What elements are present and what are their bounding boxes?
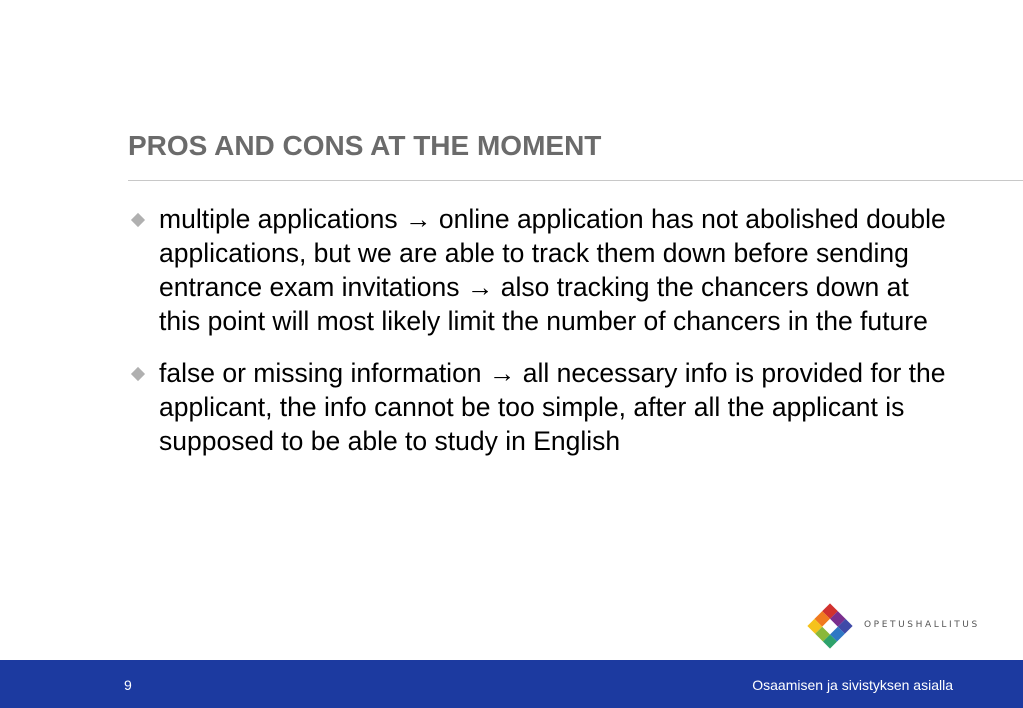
diamond-bullet-icon bbox=[131, 213, 145, 227]
logo-mark-icon bbox=[806, 602, 856, 650]
page-number: 9 bbox=[124, 677, 132, 693]
bullet-text: multiple applications → online application has not abolished double applications, but we are able to track them down before sending entrance exam invitations → also tracking the chancers down at this point will most likely limit the number of chancers in the future bbox=[159, 204, 946, 336]
bullet-text: false or missing information → all necessary info is provided for the applicant, the info cannot be too simple, after all the applicant is supposed to be able to study in English bbox=[159, 358, 946, 456]
logo-text: OPETUSHALLITUS bbox=[864, 620, 980, 630]
title-divider bbox=[128, 180, 1023, 181]
opetushallitus-logo bbox=[806, 602, 980, 650]
footer-bar bbox=[0, 660, 1023, 708]
footer-tagline: Osaamisen ja sivistyksen asialla bbox=[752, 677, 953, 693]
bullet-item bbox=[130, 202, 950, 338]
slide-title: PROS AND CONS AT THE MOMENT bbox=[128, 130, 602, 161]
diamond-bullet-icon bbox=[131, 367, 145, 381]
bullet-item bbox=[130, 356, 950, 458]
bullet-list bbox=[130, 202, 950, 476]
